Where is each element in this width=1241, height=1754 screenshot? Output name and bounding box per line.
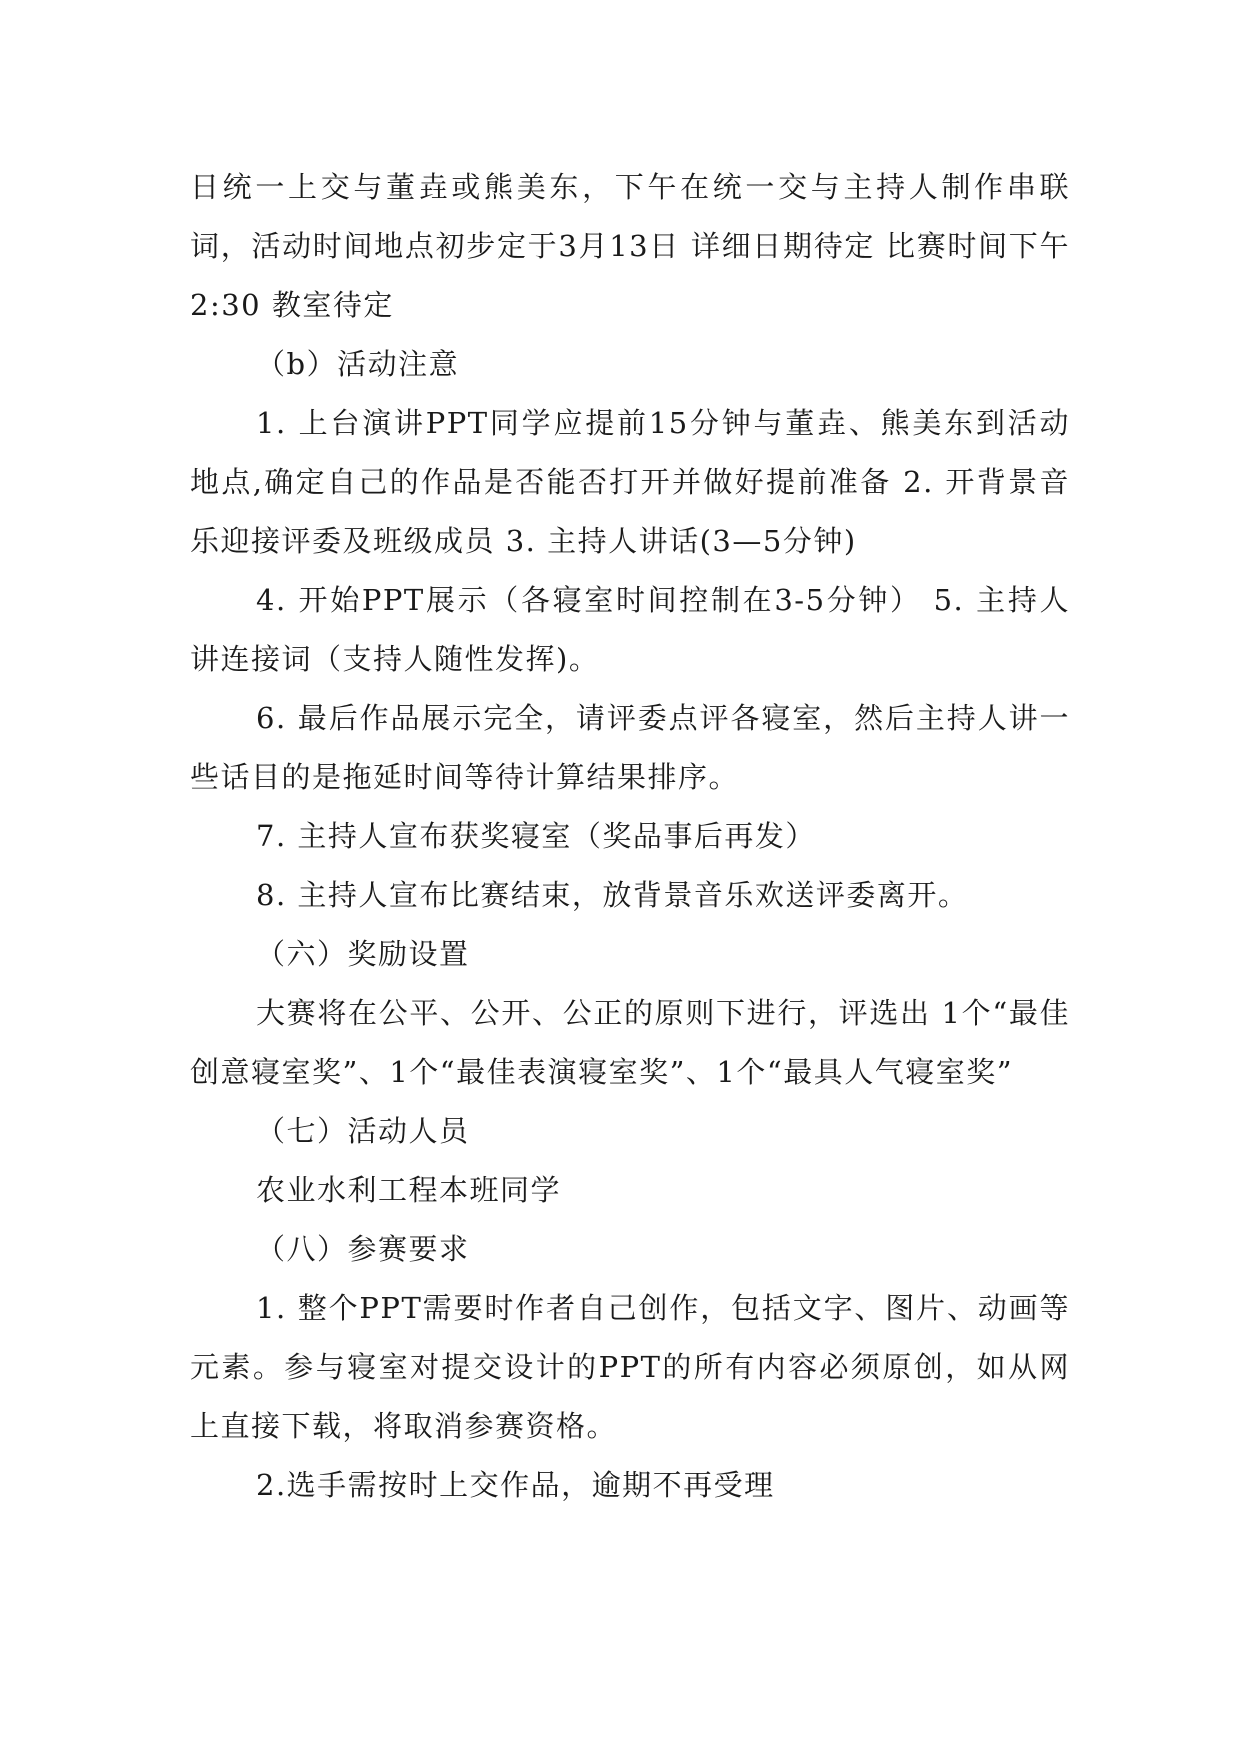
document-body [190, 158, 1070, 1515]
heading-awards: （六）奖励设置 [256, 937, 470, 971]
heading-activity-notes: （b）活动注意 [256, 347, 460, 381]
list-item-6: 6. 最后作品展示完全，请评委点评各寝室，然后主持人讲一些话目的是拖延时间等待计算结果排序。 [190, 701, 1070, 794]
paragraph-awards: 大赛将在公平、公开、公正的原则下进行，评选出 1个“最佳创意寝室奖”、1个“最佳表演寝室奖”、1个“最具人气寝室奖” [190, 996, 1070, 1089]
paragraph-continuation: 日统一上交与董垚或熊美东，下午在统一交与主持人制作串联词，活动时间地点初步定于3月13日 详细日期待定 比赛时间下午2:30 教室待定 [190, 170, 1070, 322]
list-item-7: 7. 主持人宣布获奖寝室（奖品事后再发） [256, 819, 816, 853]
paragraph-participants: 农业水利工程本班同学 [256, 1173, 562, 1207]
heading-participants: （七）活动人员 [256, 1114, 470, 1148]
list-item-1-3: 1. 上台演讲PPT同学应提前15分钟与董垚、熊美东到活动地点,确定自己的作品是否能否打开并做好提前准备 2. 开背景音乐迎接评委及班级成员 3. 主持人讲话(3—5分钟) [190, 406, 1070, 558]
heading-requirements: （八）参赛要求 [256, 1232, 470, 1266]
list-item-8: 8. 主持人宣布比赛结束，放背景音乐欢送评委离开。 [256, 878, 969, 912]
list-item-4-5: 4. 开始PPT展示（各寝室时间控制在3-5分钟） 5. 主持人讲连接词（支持人随性发挥)。 [190, 583, 1070, 676]
requirement-item-1: 1. 整个PPT需要时作者自己创作，包括文字、图片、动画等元素。参与寝室对提交设计的PPT的所有内容必须原创，如从网上直接下载，将取消参赛资格。 [190, 1291, 1070, 1443]
requirement-item-2: 2.选手需按时上交作品，逾期不再受理 [256, 1468, 775, 1502]
